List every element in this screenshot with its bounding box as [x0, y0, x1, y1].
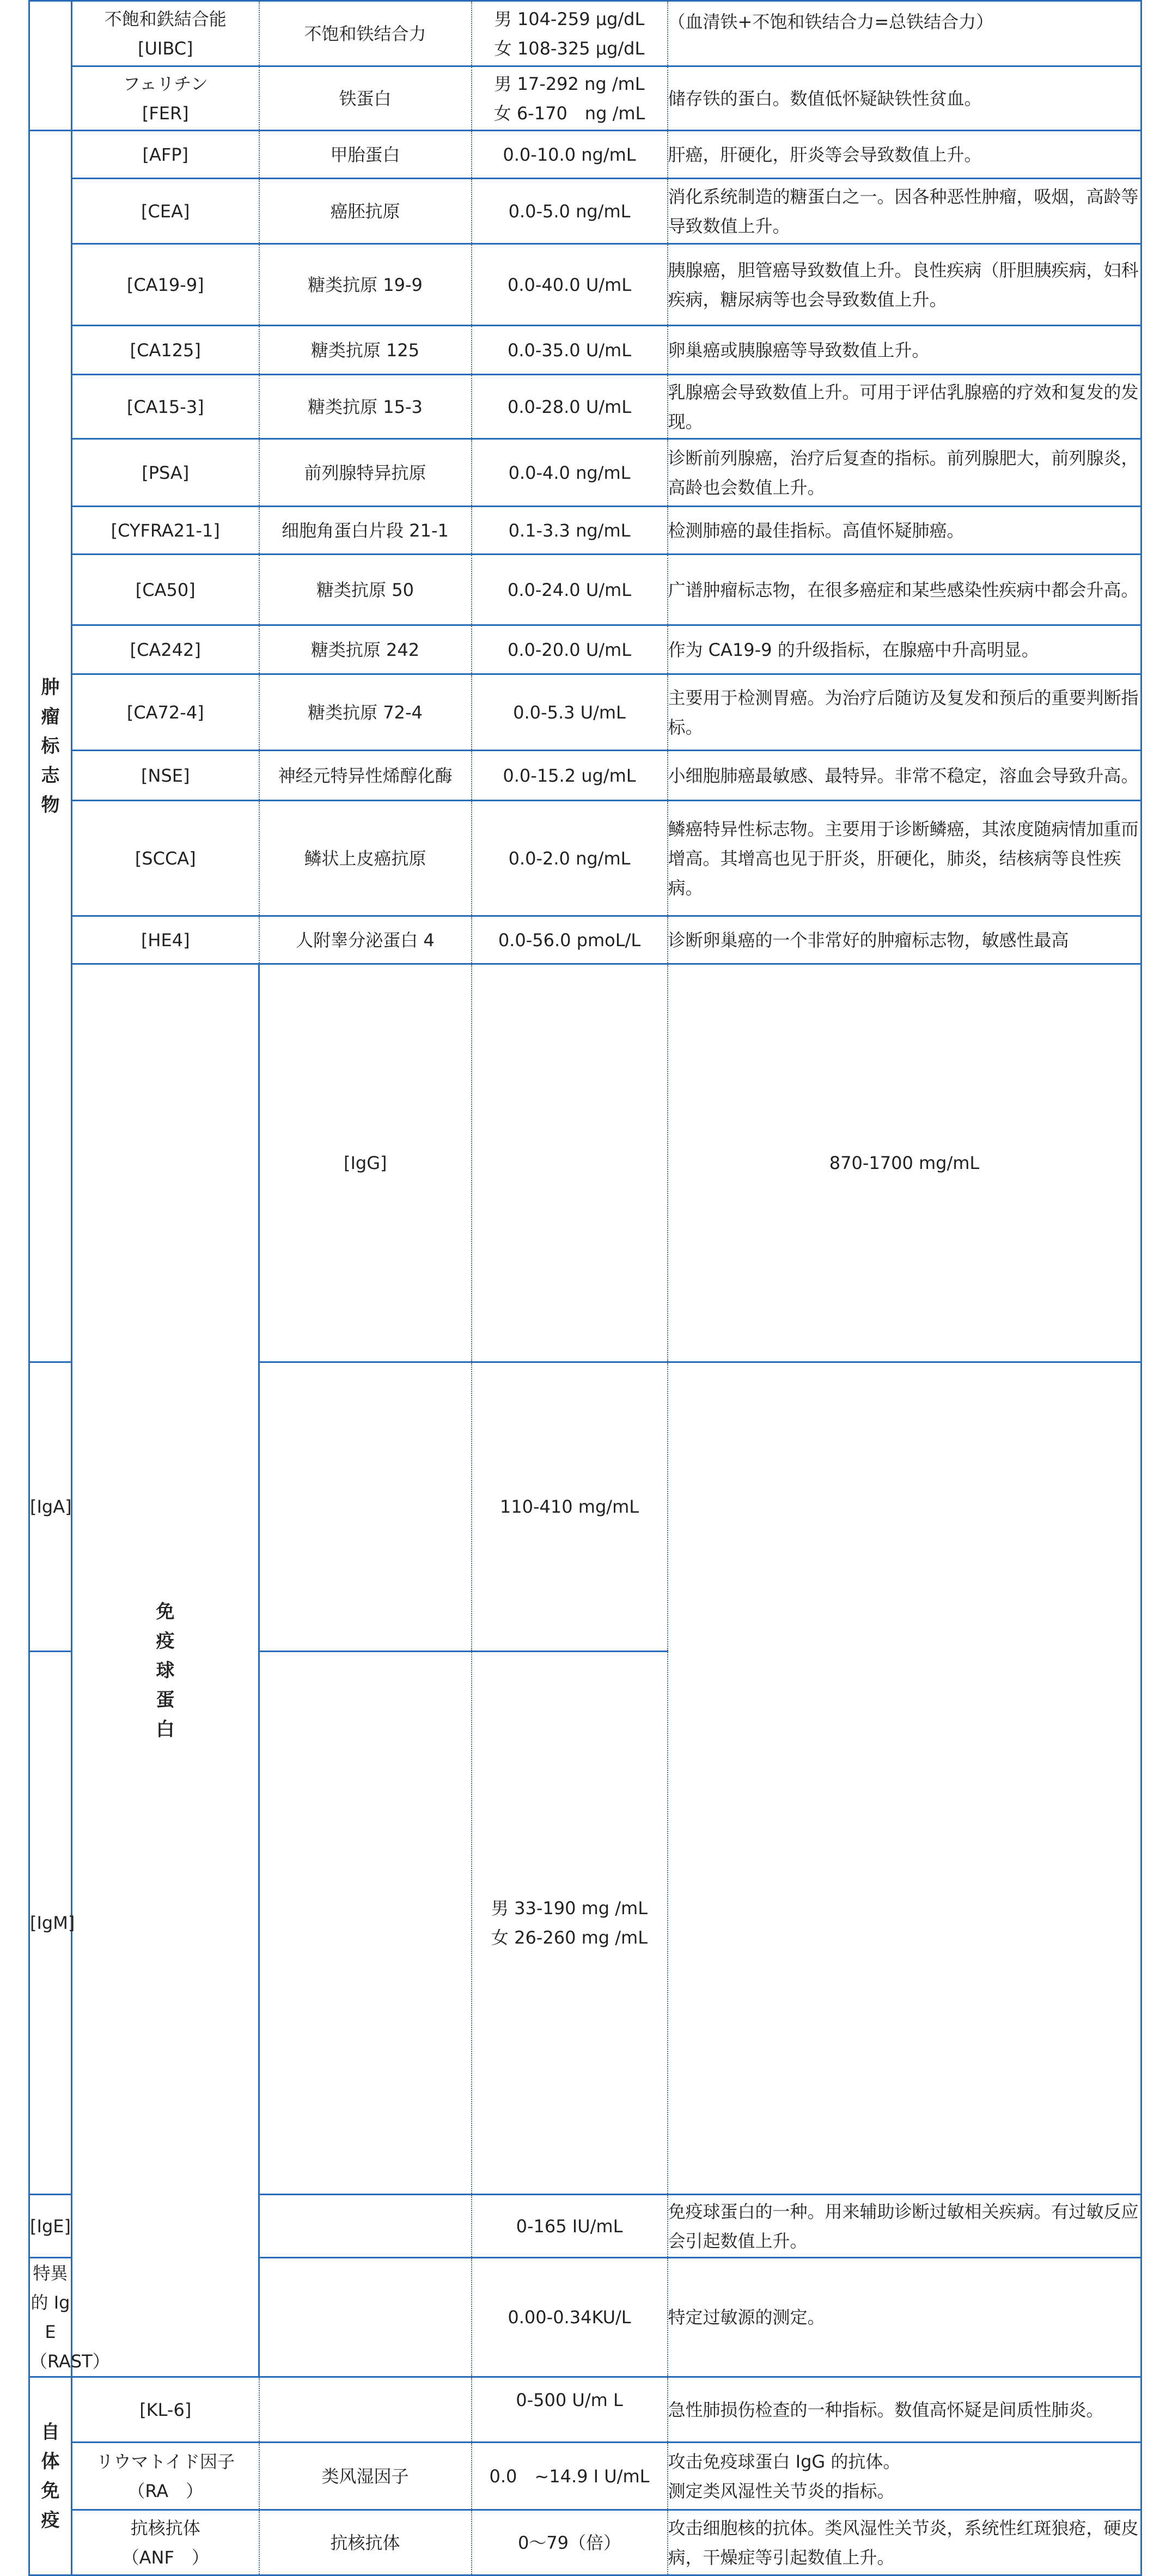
table-row-psa [29, 439, 1142, 507]
description-cell: 小细胞肺癌最敏感、最特异。非常不稳定，溶血会导致升高。 [668, 751, 1142, 801]
lab-reference-table [28, 0, 1142, 2576]
category-char: 疫 [41, 2509, 60, 2531]
description-cell: 消化系统制造的糖蛋白之一。因各种恶性肿瘤，吸烟，高龄等导致数值上升。 [668, 179, 1142, 244]
category-char: 物 [41, 794, 60, 816]
category-char: 自 [41, 2421, 60, 2443]
test-code-cell [29, 2258, 110, 2377]
test-name-cell: 糖类抗原 15-3 [259, 375, 472, 439]
range-line: 男 17-292 ng /mL [494, 73, 645, 94]
description-cell: 鳞癌特异性标志物。主要用于诊断鳞癌，其浓度随病情加重而增高。其增高也见于肝炎，肝硬化，肺炎，结核病等良性疾病。 [668, 801, 1142, 916]
reference-range-cell: 0.0-4.0 ng/mL [472, 439, 668, 507]
description-cell: 储存铁的蛋白。数值低怀疑缺铁性贫血。 [668, 66, 1142, 131]
test-code-line: （ANF ） [121, 2547, 209, 2568]
reference-range-cell: 0.0-5.3 U/mL [472, 674, 668, 751]
test-code-cell: [PSA] [72, 439, 259, 507]
description-text: 攻击免疫球蛋白 IgG 的抗体。 [668, 2451, 901, 2472]
description-cell: 卵巢癌或胰腺癌等导致数值上升。 [668, 326, 1142, 375]
test-name-cell: 甲胎蛋白 [259, 131, 472, 179]
test-code-cell: [CEA] [72, 179, 259, 244]
reference-range-cell: 0-165 IU/mL [472, 2195, 668, 2258]
description-cell: 胰腺癌，胆管癌导致数值上升。良性疾病（肝胆胰疾病，妇科疾病，糖尿病等也会导致数值上升。 [668, 244, 1142, 326]
description-cell [668, 2443, 1142, 2510]
test-name-cell: 糖类抗原 19-9 [259, 244, 472, 326]
category-char: 体 [41, 2450, 60, 2473]
table-row-fer [29, 66, 1142, 131]
table-row-kl6 [29, 2377, 1142, 2443]
test-name-cell [259, 2377, 472, 2443]
reference-range-cell: 0.0-20.0 U/mL [472, 625, 668, 674]
test-name-cell: 糖类抗原 72-4 [259, 674, 472, 751]
description-cell: 特定过敏源的测定。 [668, 2258, 1142, 2377]
table-row-afp [29, 131, 1142, 179]
test-code-line: 特異的 Ig E [30, 2263, 70, 2342]
category-char: 球 [156, 1659, 175, 1682]
reference-range-cell [472, 66, 668, 131]
test-code-line: 不飽和鉄結合能 [104, 8, 227, 29]
table-row-ca153 [29, 375, 1142, 439]
test-code-cell [72, 2510, 259, 2575]
test-name-cell: 人附睾分泌蛋白 4 [259, 916, 472, 964]
test-name-cell: 细胞角蛋白片段 21-1 [259, 507, 472, 555]
test-code-cell: [CA19-9] [72, 244, 259, 326]
test-name-cell: 鳞状上皮癌抗原 [259, 801, 472, 916]
test-code-cell: [NSE] [72, 751, 259, 801]
table-row-ca242 [29, 625, 1142, 674]
range-line: 女 26-260 mg /mL [491, 1927, 648, 1948]
description-cell: 急性肺损伤检查的一种指标。数值高怀疑是间质性肺炎。 [668, 2377, 1142, 2443]
test-name-cell: 癌胚抗原 [259, 179, 472, 244]
description-cell: 免疫球蛋白的一种。用来辅助诊断过敏相关疾病。有过敏反应会引起数值上升。 [668, 2195, 1142, 2258]
reference-range-cell: 0.0-15.2 ug/mL [472, 751, 668, 801]
range-line: 男 33-190 mg /mL [491, 1898, 648, 1919]
table-row-ra [29, 2443, 1142, 2510]
description-cell: 攻击细胞核的抗体。类风湿性关节炎，系统性红斑狼疮，硬皮病，干燥症等引起数值上升。 [668, 2510, 1142, 2575]
reference-range-cell: 0.0-56.0 pmoL/L [472, 916, 668, 964]
reference-range-cell: 0.0-24.0 U/mL [472, 555, 668, 625]
description-cell [668, 1, 1142, 66]
test-name-cell [472, 964, 668, 1362]
category-char: 志 [41, 764, 60, 787]
test-code-line: （RA ） [127, 2480, 204, 2501]
test-code-cell: [SCCA] [72, 801, 259, 916]
range-line: 男 104-259 μg/dL [494, 8, 645, 29]
category-tumor-markers [29, 131, 72, 1362]
test-code-cell: [IgG] [259, 964, 472, 1362]
test-code-line: [FER] [142, 102, 189, 124]
test-code-cell [72, 1, 259, 66]
test-name-cell [259, 1652, 472, 2195]
test-code-cell: [KL-6] [72, 2377, 259, 2443]
table-row-cea [29, 179, 1142, 244]
description-cell: 广谱肿瘤标志物，在很多癌症和某些感染性疾病中都会升高。 [668, 555, 1142, 625]
description-cell: 乳腺癌会导致数值上升。可用于评估乳腺癌的疗效和复发的发现。 [668, 375, 1142, 439]
test-name-cell: 糖类抗原 50 [259, 555, 472, 625]
test-code-cell: [HE4] [72, 916, 259, 964]
category-autoimmune [29, 2377, 72, 2575]
category-char: 疫 [156, 1630, 175, 1652]
reference-range-cell: 0.0-35.0 U/mL [472, 326, 668, 375]
test-code-cell: [CA15-3] [72, 375, 259, 439]
category-char: 免 [41, 2480, 60, 2502]
test-name-cell [259, 2258, 472, 2377]
test-name-cell: 神经元特异性烯醇化酶 [259, 751, 472, 801]
test-code-cell: [AFP] [72, 131, 259, 179]
table-row-cyfra [29, 507, 1142, 555]
description-text: 测定类风湿性关节炎的指标。 [668, 2480, 895, 2501]
reference-range-cell: 0.00-0.34KU/L [472, 2258, 668, 2377]
category-char: 肿 [41, 676, 60, 698]
reference-range-cell: 0.0 ~14.9 I U/mL [472, 2443, 668, 2510]
test-code-cell: [CA50] [72, 555, 259, 625]
description-cell: 作为 CA19-9 的升级指标，在腺癌中升高明显。 [668, 625, 1142, 674]
table-row-nse [29, 751, 1142, 801]
reference-range-cell: 0.0-10.0 ng/mL [472, 131, 668, 179]
test-code-cell [72, 2443, 259, 2510]
table-row-he4 [29, 916, 1142, 964]
range-line: 女 108-325 μg/dL [494, 38, 645, 59]
category-char: 免 [156, 1600, 175, 1623]
reference-range-cell: 0.1-3.3 ng/mL [472, 507, 668, 555]
description-cell: 诊断卵巢癌的一个非常好的肿瘤标志物，敏感性最高 [668, 916, 1142, 964]
reference-range-cell: 0～79（倍） [472, 2510, 668, 2575]
table-row-ca199 [29, 244, 1142, 326]
test-code-line: フェリチン [123, 73, 208, 94]
reference-range-cell: 0.0-2.0 ng/mL [472, 801, 668, 916]
test-name-cell [259, 2195, 472, 2258]
table-row-scca [29, 801, 1142, 916]
category-char: 标 [41, 735, 60, 757]
test-code-line: （RAST） [30, 2351, 110, 2372]
test-name-cell: 铁蛋白 [259, 66, 472, 131]
test-name-cell: 糖类抗原 242 [259, 625, 472, 674]
reference-range-cell: 0-500 U/m L [472, 2377, 668, 2443]
reference-range-cell: 870-1700 mg/mL [668, 964, 1142, 1362]
test-code-cell: [IgE] [29, 2195, 72, 2258]
test-code-line: リウマトイド因子 [96, 2451, 235, 2472]
category-immunoglobulin [72, 964, 259, 2377]
test-name-cell: 不饱和铁结合力 [259, 1, 472, 66]
test-code-cell [72, 66, 259, 131]
test-code-cell: [CA125] [72, 326, 259, 375]
category-cell-iron [29, 1, 72, 131]
description-cell: 肝癌，肝硬化，肝炎等会导致数值上升。 [668, 131, 1142, 179]
table-row-ca50 [29, 555, 1142, 625]
description-cell: 主要用于检测胃癌。为治疗后随访及复发和预后的重要判断指标。 [668, 674, 1142, 751]
test-name-cell [259, 1362, 472, 1652]
category-char: 白 [156, 1718, 175, 1740]
table-row-ca724 [29, 674, 1142, 751]
table-row-anf [29, 2510, 1142, 2575]
table-row-igg [29, 964, 1142, 1362]
test-code-cell: [CA72-4] [72, 674, 259, 751]
category-char: 瘤 [41, 705, 60, 728]
table-row-uibc [29, 1, 1142, 66]
reference-range-cell: 0.0-5.0 ng/mL [472, 179, 668, 244]
reference-range-cell [472, 1, 668, 66]
reference-range-cell: 0.0-28.0 U/mL [472, 375, 668, 439]
test-name-cell: 前列腺特异抗原 [259, 439, 472, 507]
description-text: （血清铁+不饱和铁结合力=总铁结合力） [668, 11, 994, 32]
description-cell: 诊断前列腺癌，治疗后复查的指标。前列腺肥大，前列腺炎，高龄也会数值上升。 [668, 439, 1142, 507]
test-code-cell: [IgM] [29, 1652, 72, 2195]
test-code-cell: [CYFRA21-1] [72, 507, 259, 555]
test-name-cell: 抗核抗体 [259, 2510, 472, 2575]
test-code-line: [UIBC] [137, 38, 193, 59]
reference-range-cell [472, 1652, 668, 2195]
test-code-line: 抗核抗体 [130, 2517, 200, 2538]
description-cell: 检测肺癌的最佳指标。高值怀疑肺癌。 [668, 507, 1142, 555]
range-line: 女 6-170 ng /mL [493, 102, 645, 124]
test-name-cell: 类风湿因子 [259, 2443, 472, 2510]
category-char: 蛋 [156, 1689, 175, 1711]
reference-range-cell: 110-410 mg/mL [472, 1362, 668, 1652]
page [28, 0, 1140, 2576]
test-code-cell: [CA242] [72, 625, 259, 674]
test-code-cell: [IgA] [29, 1362, 72, 1652]
reference-range-cell: 0.0-40.0 U/mL [472, 244, 668, 326]
table-row-ca125 [29, 326, 1142, 375]
test-name-cell: 糖类抗原 125 [259, 326, 472, 375]
